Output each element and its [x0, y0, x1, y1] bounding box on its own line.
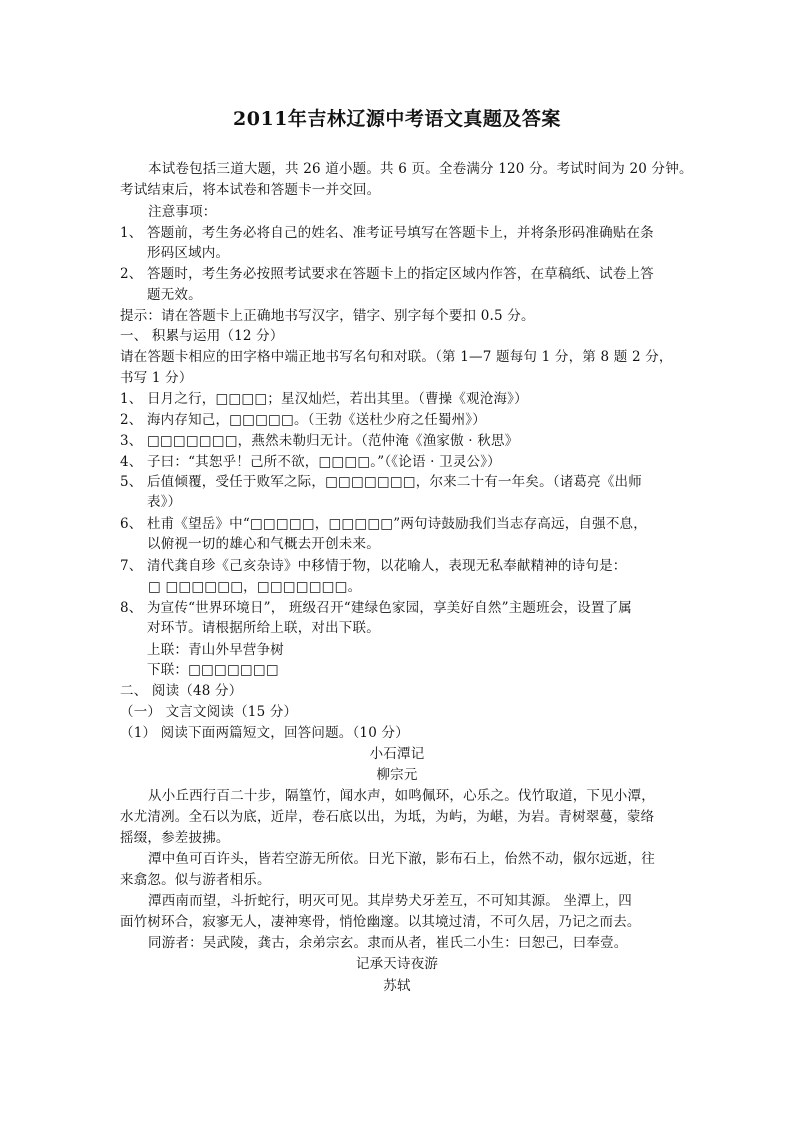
- question-line: 对环节。请根据所给上联，对出下联。: [147, 620, 380, 636]
- essay-line: 潭中鱼可百许头，皆若空游无所依。日光下澈，影布石上，佁然不动，俶尔远逝，往: [148, 851, 655, 867]
- page-title: 2011年吉林辽源中考语文真题及答案: [233, 108, 561, 130]
- essay-line: 面竹树环合，寂寥无人，凄神寒骨，悄怆幽邃。以其境过清，不可久居，乃记之而去。: [120, 914, 641, 930]
- instruction-line: 请在答题卡相应的田字格中端正地书写名句和对联。（第 1—7 题每句 1 分，第 8 题 2 分，: [120, 349, 673, 365]
- instruction-line: 书写 1 分）: [120, 370, 193, 386]
- essay-line: 从小丘西行百二十步，隔篁竹，闻水声，如鸣佩环，心乐之。伐竹取道，下见小潭，: [148, 788, 655, 804]
- notice-item: 题无效。: [147, 287, 202, 303]
- question-line: 表》）: [147, 494, 182, 510]
- intro-line: 考试结束后，将本试卷和答题卡一并交回。: [120, 182, 381, 198]
- essay-title: 小石潭记: [369, 746, 425, 762]
- couplet-line: 下联：□□□□□□□: [147, 662, 279, 678]
- essay-line: 水尤清冽。全石以为底，近岸，卷石底以出，为坻，为屿，为嵁，为岩。青树翠蔓，蒙络: [120, 809, 655, 825]
- hint-line: 提示：请在答题卡上正确地书写汉字，错字、别字每个要扣 0.5 分。: [120, 308, 535, 324]
- subsection-heading: （一） 文言文阅读（15 分）: [120, 704, 298, 720]
- notice-item: 1、 答题前，考生务必将自己的姓名、准考证号填写在答题卡上，并将条形码准确贴在条: [120, 225, 654, 241]
- essay-title: 记承天诗夜游: [355, 956, 439, 972]
- question-line: 2、 海内存知己，□□□□□。（王勃《送杜少府之任蜀州》）: [120, 412, 486, 428]
- essay-line: 潭西南而望，斗折蛇行，明灭可见。其岸势犬牙差互，不可知其源。 坐潭上，四: [148, 893, 632, 909]
- question-line: 以俯视一切的雄心和气概去开创未来。: [147, 536, 380, 552]
- question-line: 1、 日月之行，□□□□；星汉灿烂，若出其里。（曹操《观沧海》）: [120, 391, 528, 407]
- notice-item: 2、 答题时，考生务必按照考试要求在答题卡上的指定区域内作答，在草稿纸、试卷上答: [120, 266, 654, 282]
- essay-author: 苏轼: [383, 978, 411, 994]
- question-line: 5、 后值倾覆，受任于败军之际，□□□□□□□，尔来二十有一年矣。（诸葛亮《出师: [120, 474, 642, 490]
- essay-line: 摇缀，参差披拂。: [120, 830, 230, 846]
- notice-item: 形码区域内。: [147, 245, 230, 261]
- question-line: 6、 杜甫《望岳》中“□□□□□，□□□□□”两句诗鼓励我们当志存高远，自强不息，: [120, 516, 647, 532]
- intro-line: 本试卷包括三道大题，共 26 道小题。共 6 页。全卷满分 120 分。考试时间为 20 分钟。: [148, 161, 693, 177]
- question-line: □ □□□□□□，□□□□□□□。: [148, 579, 362, 595]
- subsection-heading: （1） 阅读下面两篇短文，回答问题。（10 分）: [120, 725, 409, 741]
- section-heading: 一、 积累与运用（12 分）: [120, 328, 284, 344]
- essay-author: 柳宗元: [376, 767, 418, 783]
- question-line: 3、 □□□□□□□，燕然未勒归无计。（范仲淹《渔家傲 · 秋思》: [120, 433, 519, 449]
- essay-line: 来翕忽。似与游者相乐。: [120, 872, 271, 888]
- couplet-line: 上联：青山外早营争树: [147, 642, 284, 658]
- essay-line: 同游者：吴武陵，龚古，余弟宗玄。隶而从者，崔氏二小生：曰恕己，曰奉壹。: [148, 935, 628, 951]
- question-line: 4、 子曰：“其恕乎！己所不欲，□□□□。”（《论语 · 卫灵公》）: [120, 454, 501, 470]
- question-line: 8、 为宣传“世界环境日”， 班级召开“建绿色家园，享美好自然”主题班会，设置了属: [120, 600, 632, 616]
- question-line: 7、 清代龚自珍《己亥杂诗》中移情于物，以花喻人，表现无私奉献精神的诗句是：: [120, 558, 627, 574]
- section-heading: 二、 阅读（48 分）: [120, 683, 243, 699]
- notice-heading: 注意事项：: [148, 204, 217, 220]
